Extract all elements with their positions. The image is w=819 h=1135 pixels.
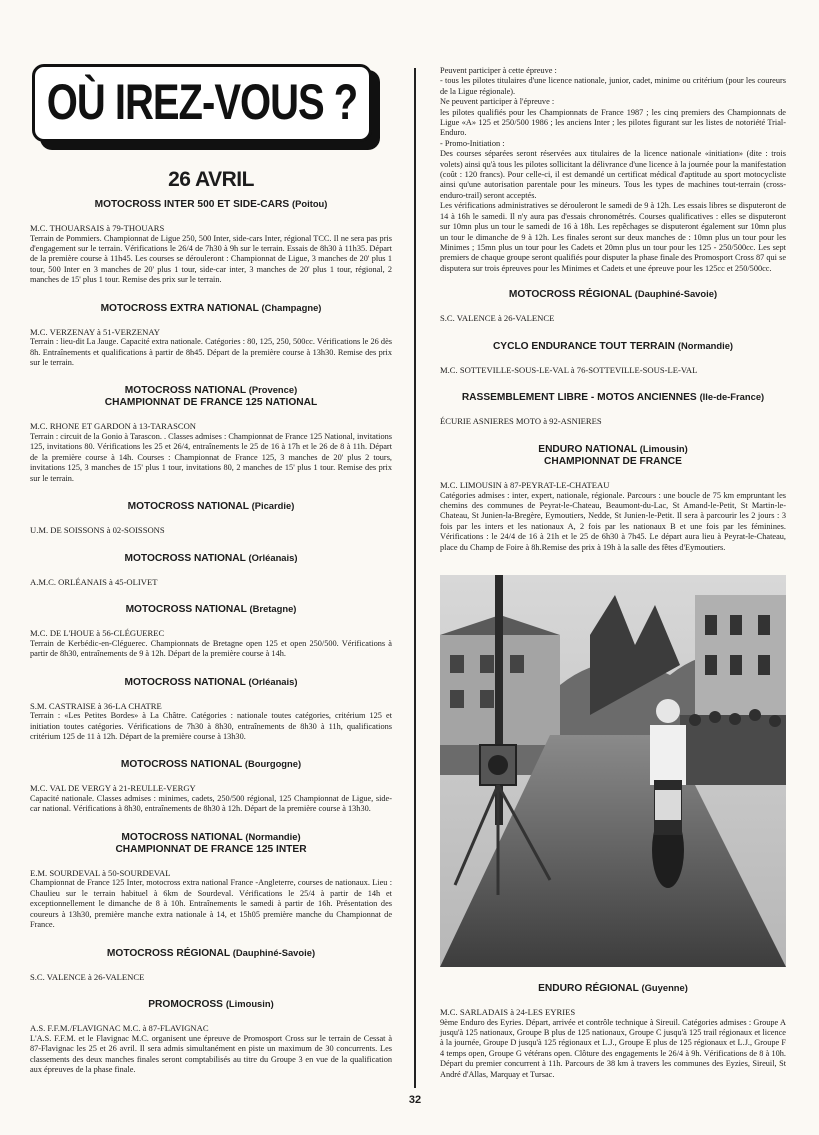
event-description: Capacité nationale. Classes admises : minimes, cadets, 250/500 régional, 125 Championnat de Ligue, side-car national. Vérifications à 8h30, entraînements de 8h30 à 12h. Départ de la première course à 13h30. [30, 794, 392, 814]
event-club: M.C. THOUARSAIS à 79-THOUARS [30, 223, 165, 233]
event-heading [30, 758, 392, 771]
event-title: MOTOCROSS INTER 500 ET SIDE-CARS [94, 199, 290, 210]
event-region: (Orléanais) [248, 675, 298, 687]
event-subtitle: CHAMPIONNAT DE FRANCE 125 NATIONAL [104, 397, 318, 409]
event-club: A.M.C. ORLÉANAIS à 45-OLIVET [30, 576, 158, 587]
event-club: A.S. F.F.M./FLAVIGNAC M.C. à 87-FLAVIGNAC [30, 1023, 209, 1034]
event-club: E.M. SOURDEVAL à 50-SOURDEVAL [30, 867, 171, 878]
event-entry [30, 603, 392, 659]
event-title: MOTOCROSS EXTRA NATIONAL [100, 302, 259, 314]
event-heading [30, 552, 392, 565]
event-title: MOTOCROSS NATIONAL [121, 831, 243, 843]
enduro-photo [440, 575, 786, 967]
event-description: L'A.S. F.F.M. et le Flavignac M.C. organisent une épreuve de Promosport Cross sur le terrain de Cessat à 87-Flavignac les 25 et 26 avril. Il sera admis simultanément en piste un maximum de 30 concurrents. Les classements des deux manches finales seront comptabilisés au titre du Groupe 3 en vue de la qualification aux épreuves de la phase finale. [30, 1033, 392, 1074]
event-club: M.C. VAL DE VERGY à 21-REULLE-VERGY [30, 783, 196, 794]
intro-paragraph: Peuvent participer à cette épreuve : [440, 66, 557, 75]
event-title: MOTOCROSS NATIONAL [124, 676, 246, 688]
intro-paragraph: - tous les pilotes titulaires d'une licence nationale, junior, cadet, minime ou critérium (pour les coureurs de la Ligue régionale). [440, 76, 786, 96]
event-heading [30, 603, 392, 616]
event-entry [440, 340, 786, 376]
event-heading [440, 982, 786, 995]
event-club: M.C. RHONE ET GARDON à 13-TARASCON [30, 421, 197, 432]
banner-title: OÙ IREZ-VOUS ? [46, 74, 358, 130]
event-heading [30, 947, 392, 960]
right-column [440, 66, 786, 1096]
event-title: PROMOCROSS [148, 999, 223, 1011]
right-event-list [440, 288, 786, 553]
event-heading [30, 831, 392, 856]
event-region: (Champagne) [261, 301, 322, 313]
event-region: (Orléanais) [248, 551, 298, 563]
event-description: Terrain de Pommiers. Championnat de Ligue 250, 500 Inter, side-cars Inter, régional TCC. Il ne sera pas pris d'engagement sur le terrain. Vérifications le 26/4 de 7h30 à 9h sur le terrain. Essais de 8h30 à 11h35. Départ de la première course à 11h45. Les courses se dérouleront : Championnat de Ligue, 3 manches de 20' plus 1 tour, 500 Inter en 3 manches de 20' plus 1 tour, side-car inter, 3 manches de 20' plus 1 tour, régional, 2 manches de 15' plus 1 tour. Remise des prix sur le terrain. [30, 233, 392, 285]
event-heading [440, 391, 786, 404]
event-region: (Bourgogne) [244, 758, 302, 770]
event-heading [30, 500, 392, 513]
page-number: 32 [408, 1094, 422, 1106]
intro-paragraph: - Promo-Initiation : [440, 138, 505, 148]
event-club: ÉCURIE ASNIERES MOTO à 92-ASNIERES [440, 416, 602, 427]
event-region: (Limousin) [639, 442, 688, 454]
event-club: M.C. LIMOUSIN à 87-PEYRAT-LE-CHATEAU [440, 479, 610, 490]
event-title: MOTOCROSS NATIONAL [124, 385, 246, 397]
event-region: (Picardie) [251, 500, 295, 512]
event-club: M.C. VERZENAY à 51-VERZENAY [30, 326, 160, 337]
event-club: M.C. SOTTEVILLE-SOUS-LE-VAL à 76-SOTTEVILLE-SOUS-LE-VAL [440, 364, 698, 375]
event-heading [440, 288, 786, 301]
event-description: 9ème Enduro des Eyries. Départ, arrivée et contrôle technique à Sireuil. Catégories admises : Groupe A jusqu'à 125 nationaux, Groupe B plus de 125 nationaux, Groupe C jusqu'à 125 trail régionaux et licence à la journée, Groupe D jusqu'à 125 régionaux et L.J., Groupe E plus de 125 régionaux et L.J., Groupe F 4 temps open, Groupe G vétérans open. Clôture des engagements le 26/4 à 9h. Vérifications de 8 à 10h. Départ du premier concurrent à 11h. Parcours de 38 km à travers les communes des Eyzies, Sireuil, St André d'Allas, Marquay et Tursac. [440, 1017, 786, 1079]
intro-paragraph: Des courses séparées seront réservées aux titulaires de la licence nationale «initiation» (dite : trois volets) ainsi qu'à tous les pilotes sollicitant la délivrance d'une licence à la journée pour la manifestation (coût : 120 francs). Pour celle-ci, il est demandé un certificat médical d'aptitude au sport motocycliste ainsi qu'une autorisation parentale pour les mineurs. Tous les types de machines tout-terrain (cross-enduro-trail) seront acceptés. [440, 149, 786, 200]
event-entry [440, 982, 786, 1080]
event-title: RASSEMBLEMENT LIBRE - MOTOS ANCIENNES [461, 392, 697, 404]
date-heading: 26 AVRIL [168, 168, 254, 191]
event-entry [440, 443, 786, 553]
event-entry [30, 676, 392, 743]
event-club: U.M. DE SOISSONS à 02-SOISSONS [30, 525, 165, 536]
event-entry [30, 758, 392, 814]
event-heading [30, 998, 392, 1011]
event-title: MOTOCROSS NATIONAL [124, 552, 246, 564]
event-description: Catégories admises : inter, expert, nationale, régionale. Parcours : une boucle de 75 km empruntant les chemins des communes de Peyrat-le-Chateau, Beaumont-du-Lac, St Amand-le-Petit, St Martin-le-Chateau, St Junien-la-Bregère, Eymoutiers, Nedde, St Junien-le-Petit. Il sera à parcourir les 2 jours : 3 fois par les inters et les nationaux A, 2 fois par les nationaux B et une fois par les féminines. Vérifications : le 24/4 de 16 à 21h et le 25 de 6h30 à 7h45. Le départ aura lieu à Peyrat-le-Chateau, place du Champ de Foire à 8h.Remise des prix à 19h à la salle des fêtes d'Eymoutiers. [440, 490, 786, 552]
event-entry [440, 391, 786, 427]
event-region: (Poitou) [291, 198, 328, 209]
event-heading [440, 443, 786, 468]
event-entry [30, 500, 392, 536]
event-title: ENDURO NATIONAL [538, 443, 637, 455]
event-club: S.C. VALENCE à 26-VALENCE [440, 313, 555, 324]
event-entry [30, 831, 392, 931]
event-title: MOTOCROSS NATIONAL [120, 759, 243, 771]
event-entry [30, 384, 392, 484]
event-entry [30, 998, 392, 1075]
intro-paragraph: Ne peuvent participer à l'épreuve : [440, 97, 555, 107]
event-club: M.C. DE L'HOUE à 56-CLÉGUEREC [30, 628, 165, 639]
event-entry [30, 552, 392, 588]
event-heading [30, 676, 392, 689]
event-club: S.M. CASTRAISE à 36-LA CHATRE [30, 700, 162, 711]
event-description: Terrain : «Les Petites Bordes» à La Châtre. Catégories : nationale toutes catégories, critérium 125 et initiation toutes catégories. Vérifications de 7h30 à 8h30, entraînements de 8h30 à 11h, qualifications critérium 125 de 11 à 12h. Départ de la première course à 13h30. [30, 711, 392, 742]
event-title: MOTOCROSS RÉGIONAL [508, 289, 632, 301]
event-region: (Ile-de-France) [699, 391, 765, 403]
intro-paragraph: Les vérifications administratives se dérouleront le samedi de 9 à 12h. Les essais libres se disputeront de 14 à 16h le samedi. Il n'y aura pas d'essais chronométrés. Courses qualificatives : elles se disputeront sur 10mn plus un tour le samedi de 16 à 18h. Les repêchages se disputeront également sur 10mn plus un tour le dimanche de 9 à 12h. Les finales seront sur deux manches de : 10mn plus un tour pour les Minimes ; 15mn plus un tour pour les Cadets et 20mn plus un tour pour les 125 - 250/500cc. Les sept premiers de chaque groupe seront qualifiés pour disputer la phase finale des Promosport Cross 87 qui se disputera sur trois épreuves pour les Minimes et Cadets et une épreuve pour les 125cc et 250/500cc. [440, 201, 786, 273]
event-region: (Bretagne) [249, 603, 297, 615]
event-heading [30, 384, 392, 409]
event-heading [30, 198, 392, 211]
event-entry [30, 302, 392, 369]
event-title: MOTOCROSS NATIONAL [125, 604, 247, 616]
event-region: (Normandie) [677, 339, 734, 351]
event-description: Terrain de Kerbédic-en-Cléguerec. Championnats de Bretagne open 125 et open 250/500. Vérifications à partir de 8h30, entraînements de 9 à 12h. Départ de la première course à 14h. [30, 638, 392, 659]
event-region: (Limousin) [225, 998, 274, 1010]
event-club: M.C. SARLADAIS à 24-LES EYRIES [440, 1006, 576, 1017]
event-description: Terrain : circuit de la Gonio à Tarascon. . Classes admises : Championnat de France 125 National, invitations 125, invitations 80. Vérifications les 25 et 26/4, entraînements le 25 de 16 à 17h et le 26 de 8 à 11h. Départ de la première course à 14h. Courses : Championnat de France 125, 3 manches de 20' plus 2 tours, invitations 125, 3 manches de 15' plus 1 tour, invitations 80, 2 manches de 15' plus 1 tour. Remise des prix sur le terrain. [30, 432, 392, 483]
intro-paragraph: les pilotes qualifiés pour les Championnats de France 1987 ; les cinq premiers des Championnats de Ligue «A» 125 et 250/500 1986 ; les anciens Inter ; les pilotes figurant sur les listes de notoriété Trial-Enduro. [440, 107, 786, 138]
event-heading [30, 302, 392, 315]
event-heading [440, 340, 786, 353]
event-subtitle: CHAMPIONNAT DE FRANCE [544, 455, 682, 467]
promocross-continued-text [440, 66, 786, 274]
left-column [30, 64, 392, 1091]
event-region: (Dauphiné-Savoie) [634, 288, 718, 300]
left-event-list [30, 198, 392, 1075]
event-entry [440, 288, 786, 324]
event-region: (Dauphiné-Savoie) [232, 946, 316, 958]
event-title: CYCLO ENDURANCE TOUT TERRAIN [492, 340, 675, 352]
event-region: (Guyenne) [641, 981, 688, 993]
event-club: S.C. VALENCE à 26-VALENCE [30, 971, 145, 982]
event-title: MOTOCROSS RÉGIONAL [106, 947, 230, 959]
event-description: Championnat de France 125 Inter, motocross extra national France -Angleterre, courses de nationaux. Lieu : Chaulieu sur le terrain habituel à 6km de Sourdeval. Vérifications le 25/4 à partir de 14h et exceptionnellement le dimanche de 8 à 10h. Entraînements le samedi à partir de 16h. Présentation des coureurs à 13h30, première manche extra nationale à 14, et 15h05 première manche du Championnat de France. [30, 878, 392, 930]
event-subtitle: CHAMPIONNAT DE FRANCE 125 INTER [115, 843, 307, 855]
photo-event [440, 982, 786, 1080]
event-region: (Provence) [248, 384, 298, 396]
event-entry [30, 947, 392, 983]
banner [32, 64, 380, 150]
column-divider [414, 68, 416, 1088]
event-title: MOTOCROSS NATIONAL [127, 501, 249, 513]
event-title: ENDURO RÉGIONAL [538, 982, 639, 994]
event-region: (Normandie) [245, 830, 301, 842]
event-entry [30, 198, 392, 286]
event-description: Terrain : lieu-dit La Jauge. Capacité extra nationale. Catégories : 80, 125, 250, 500cc. Vérifications le 26 dès 8h. Entraînements et qualifications à partir de 8h45. Départ de la première course à 13h30. Remise des prix sur le terrain. [30, 337, 392, 368]
